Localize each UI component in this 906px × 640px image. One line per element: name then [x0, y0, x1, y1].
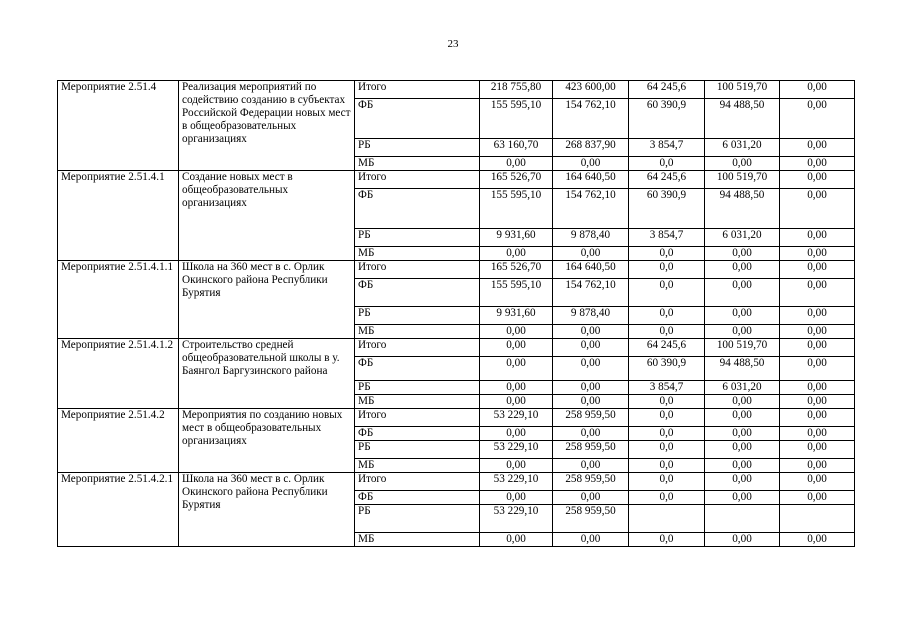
page-number: 23 — [447, 38, 459, 50]
funding-source: МБ — [355, 459, 480, 473]
activity-code: Мероприятие 2.51.4 — [58, 81, 179, 171]
amount-cell: 0,0 — [629, 279, 705, 307]
amount-cell: 0,0 — [629, 441, 705, 459]
amount-cell: 0,00 — [705, 427, 780, 441]
amount-cell: 3 854,7 — [629, 381, 705, 395]
funding-source: ФБ — [355, 491, 480, 505]
funding-source: МБ — [355, 533, 480, 547]
amount-cell: 6 031,20 — [705, 381, 780, 395]
amount-cell: 268 837,90 — [553, 139, 629, 157]
amount-cell: 0,0 — [629, 533, 705, 547]
funding-source: ФБ — [355, 279, 480, 307]
amount-cell: 0,00 — [480, 491, 553, 505]
amount-cell: 0,00 — [780, 307, 855, 325]
amount-cell: 0,00 — [780, 229, 855, 247]
amount-cell: 164 640,50 — [553, 261, 629, 279]
amount-cell: 0,00 — [780, 533, 855, 547]
amount-cell: 0,00 — [705, 533, 780, 547]
amount-cell — [705, 505, 780, 533]
amount-cell: 0,00 — [480, 533, 553, 547]
amount-cell: 0,00 — [780, 459, 855, 473]
table-row — [58, 171, 855, 189]
funding-source: РБ — [355, 441, 480, 459]
funding-source: Итого — [355, 339, 480, 357]
amount-cell: 3 854,7 — [629, 229, 705, 247]
activity-code: Мероприятие 2.51.4.1.1 — [58, 261, 179, 339]
funding-source: ФБ — [355, 427, 480, 441]
funding-source: МБ — [355, 247, 480, 261]
amount-cell: 0,00 — [780, 409, 855, 427]
amount-cell: 0,0 — [629, 307, 705, 325]
amount-cell: 0,00 — [480, 459, 553, 473]
amount-cell: 0,0 — [629, 395, 705, 409]
amount-cell: 0,00 — [780, 139, 855, 157]
funding-source: ФБ — [355, 357, 480, 381]
amount-cell: 0,00 — [553, 381, 629, 395]
amount-cell: 0,00 — [780, 171, 855, 189]
activity-name: Реализация мероприятий по содействию созданию в субъектах Российской Федерации новых мест в общеобразовательных организациях — [179, 81, 355, 171]
amount-cell: 94 488,50 — [705, 99, 780, 139]
amount-cell: 0,0 — [629, 261, 705, 279]
amount-cell: 165 526,70 — [480, 171, 553, 189]
funding-source: Итого — [355, 473, 480, 491]
amount-cell: 0,00 — [480, 427, 553, 441]
amount-cell: 0,00 — [480, 247, 553, 261]
amount-cell: 6 031,20 — [705, 229, 780, 247]
amount-cell: 60 390,9 — [629, 357, 705, 381]
amount-cell: 0,00 — [480, 325, 553, 339]
amount-cell: 0,00 — [553, 427, 629, 441]
amount-cell: 0,00 — [780, 279, 855, 307]
amount-cell: 0,00 — [780, 441, 855, 459]
amount-cell: 0,00 — [780, 427, 855, 441]
amount-cell: 0,00 — [553, 157, 629, 171]
activity-name: Школа на 360 мест в с. Орлик Окинского района Республики Бурятия — [179, 473, 355, 547]
funding-source: МБ — [355, 395, 480, 409]
amount-cell: 0,00 — [480, 157, 553, 171]
amount-cell: 0,00 — [553, 533, 629, 547]
amount-cell: 0,00 — [705, 247, 780, 261]
amount-cell: 0,00 — [705, 473, 780, 491]
funding-source: ФБ — [355, 189, 480, 229]
amount-cell: 0,0 — [629, 325, 705, 339]
amount-cell: 64 245,6 — [629, 339, 705, 357]
amount-cell: 53 229,10 — [480, 441, 553, 459]
amount-cell: 64 245,6 — [629, 81, 705, 99]
table-row — [58, 473, 855, 491]
amount-cell: 258 959,50 — [553, 409, 629, 427]
amount-cell: 0,00 — [780, 247, 855, 261]
amount-cell: 0,00 — [780, 357, 855, 381]
budget-table — [57, 80, 855, 547]
activity-code: Мероприятие 2.51.4.2 — [58, 409, 179, 473]
amount-cell: 60 390,9 — [629, 99, 705, 139]
activity-code: Мероприятие 2.51.4.1.2 — [58, 339, 179, 409]
funding-source: Итого — [355, 81, 480, 99]
amount-cell: 63 160,70 — [480, 139, 553, 157]
funding-source: РБ — [355, 139, 480, 157]
funding-source: Итого — [355, 171, 480, 189]
amount-cell: 9 878,40 — [553, 307, 629, 325]
amount-cell: 0,00 — [705, 459, 780, 473]
amount-cell: 53 229,10 — [480, 409, 553, 427]
amount-cell — [780, 505, 855, 533]
amount-cell: 0,0 — [629, 427, 705, 441]
amount-cell: 60 390,9 — [629, 189, 705, 229]
amount-cell: 155 595,10 — [480, 279, 553, 307]
amount-cell: 0,00 — [705, 261, 780, 279]
amount-cell: 0,00 — [780, 491, 855, 505]
amount-cell: 0,00 — [780, 381, 855, 395]
funding-source: РБ — [355, 381, 480, 395]
amount-cell: 0,00 — [780, 99, 855, 139]
table-row — [58, 409, 855, 427]
amount-cell: 155 595,10 — [480, 189, 553, 229]
amount-cell: 0,00 — [553, 325, 629, 339]
amount-cell: 0,0 — [629, 247, 705, 261]
activity-name: Мероприятия по созданию новых мест в общеобразовательных организациях — [179, 409, 355, 473]
amount-cell: 0,00 — [480, 395, 553, 409]
funding-source: Итого — [355, 409, 480, 427]
amount-cell: 0,00 — [705, 157, 780, 171]
table-row — [58, 261, 855, 279]
amount-cell: 258 959,50 — [553, 505, 629, 533]
activity-name: Строительство средней общеобразовательной школы в у. Баянгол Баргузинского района — [179, 339, 355, 409]
amount-cell: 0,0 — [629, 157, 705, 171]
funding-source: МБ — [355, 325, 480, 339]
amount-cell: 258 959,50 — [553, 441, 629, 459]
amount-cell: 53 229,10 — [480, 473, 553, 491]
amount-cell: 423 600,00 — [553, 81, 629, 99]
activity-code: Мероприятие 2.51.4.2.1 — [58, 473, 179, 547]
amount-cell: 0,00 — [705, 441, 780, 459]
amount-cell: 0,0 — [629, 409, 705, 427]
amount-cell: 0,00 — [780, 261, 855, 279]
funding-source: Итого — [355, 261, 480, 279]
activity-name: Школа на 360 мест в с. Орлик Окинского района Республики Бурятия — [179, 261, 355, 339]
amount-cell: 0,00 — [780, 81, 855, 99]
amount-cell: 0,0 — [629, 473, 705, 491]
activity-name: Создание новых мест в общеобразовательных организациях — [179, 171, 355, 261]
amount-cell: 0,0 — [629, 459, 705, 473]
amount-cell: 0,00 — [705, 325, 780, 339]
amount-cell: 0,00 — [780, 395, 855, 409]
amount-cell: 9 878,40 — [553, 229, 629, 247]
amount-cell: 0,00 — [553, 395, 629, 409]
amount-cell: 0,00 — [780, 473, 855, 491]
funding-source: РБ — [355, 505, 480, 533]
amount-cell: 0,00 — [705, 395, 780, 409]
amount-cell: 3 854,7 — [629, 139, 705, 157]
amount-cell: 0,00 — [553, 491, 629, 505]
amount-cell: 0,00 — [705, 279, 780, 307]
amount-cell: 0,00 — [705, 491, 780, 505]
funding-source: ФБ — [355, 99, 480, 139]
amount-cell: 155 595,10 — [480, 99, 553, 139]
amount-cell: 154 762,10 — [553, 279, 629, 307]
amount-cell: 100 519,70 — [705, 171, 780, 189]
amount-cell: 100 519,70 — [705, 339, 780, 357]
amount-cell: 53 229,10 — [480, 505, 553, 533]
amount-cell: 0,00 — [780, 157, 855, 171]
amount-cell: 154 762,10 — [553, 189, 629, 229]
amount-cell — [629, 505, 705, 533]
amount-cell: 100 519,70 — [705, 81, 780, 99]
amount-cell: 258 959,50 — [553, 473, 629, 491]
amount-cell: 94 488,50 — [705, 189, 780, 229]
funding-source: МБ — [355, 157, 480, 171]
amount-cell: 165 526,70 — [480, 261, 553, 279]
amount-cell: 0,00 — [480, 357, 553, 381]
table-row — [58, 339, 855, 357]
amount-cell: 64 245,6 — [629, 171, 705, 189]
amount-cell: 154 762,10 — [553, 99, 629, 139]
amount-cell: 0,00 — [780, 339, 855, 357]
amount-cell: 0,00 — [705, 409, 780, 427]
amount-cell: 0,00 — [480, 339, 553, 357]
amount-cell: 0,00 — [780, 325, 855, 339]
amount-cell: 9 931,60 — [480, 307, 553, 325]
amount-cell: 0,00 — [553, 459, 629, 473]
amount-cell: 164 640,50 — [553, 171, 629, 189]
table-row — [58, 81, 855, 99]
amount-cell: 0,00 — [705, 307, 780, 325]
amount-cell: 6 031,20 — [705, 139, 780, 157]
amount-cell: 0,00 — [780, 189, 855, 229]
amount-cell: 0,00 — [553, 339, 629, 357]
amount-cell: 0,00 — [480, 381, 553, 395]
amount-cell: 0,0 — [629, 491, 705, 505]
amount-cell: 218 755,80 — [480, 81, 553, 99]
amount-cell: 0,00 — [553, 247, 629, 261]
amount-cell: 94 488,50 — [705, 357, 780, 381]
activity-code: Мероприятие 2.51.4.1 — [58, 171, 179, 261]
amount-cell: 0,00 — [553, 357, 629, 381]
funding-source: РБ — [355, 307, 480, 325]
amount-cell: 9 931,60 — [480, 229, 553, 247]
funding-source: РБ — [355, 229, 480, 247]
